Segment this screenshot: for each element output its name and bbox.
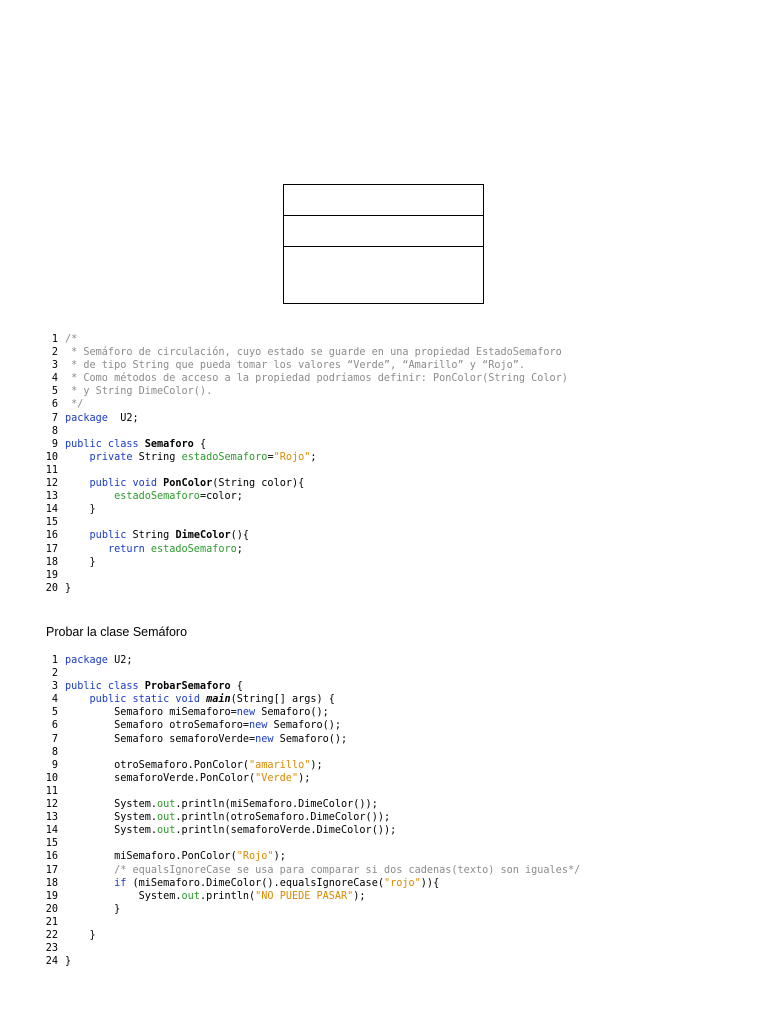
code-text	[65, 890, 366, 903]
code-token: );	[298, 772, 311, 784]
line-number: 4	[51, 694, 58, 706]
code-line	[0, 693, 768, 706]
line-number: 17	[45, 864, 58, 876]
code-line	[0, 346, 768, 359]
code-line	[0, 864, 768, 877]
uml-attributes-section	[284, 215, 483, 247]
line-number: 15	[45, 517, 58, 529]
code-token: ProbarSemaforo	[144, 681, 231, 693]
section-heading: Probar la clase Semáforo	[46, 625, 188, 639]
code-text	[65, 798, 378, 811]
code-text	[65, 529, 249, 542]
line-number: 10	[45, 772, 58, 784]
code-line	[0, 877, 768, 890]
code-token: =color;	[199, 491, 243, 503]
code-token: "rojo"	[383, 877, 421, 889]
code-text	[65, 772, 310, 785]
line-number: 2	[51, 668, 58, 680]
code-line	[0, 333, 768, 346]
line-number: 9	[51, 438, 58, 450]
code-token: (String color){	[212, 478, 305, 490]
code-text	[65, 398, 83, 411]
code-token: .println(	[199, 890, 256, 902]
uml-class-name-section	[284, 185, 483, 216]
code-token: "Rojo"	[236, 851, 274, 863]
code-text	[65, 438, 206, 451]
code-line	[0, 425, 768, 438]
code-line	[0, 438, 768, 451]
code-token: out	[157, 812, 176, 824]
code-token: (miSemaforo.DimeColor().equalsIgnoreCase(	[126, 877, 384, 889]
line-number: 8	[51, 425, 58, 437]
code-text	[65, 582, 71, 595]
code-token: }	[65, 556, 96, 568]
line-number: 11	[45, 464, 58, 476]
code-block-semaforo	[0, 333, 768, 595]
code-token: }	[65, 582, 72, 594]
line-number: 13	[45, 491, 58, 503]
code-line	[0, 733, 768, 746]
code-token: ))	[420, 877, 434, 889]
line-number: 1	[51, 334, 58, 345]
code-line	[0, 490, 768, 503]
code-line	[0, 451, 768, 464]
code-token: );	[310, 759, 323, 771]
line-number: 12	[45, 799, 58, 811]
line-number: 22	[45, 929, 58, 941]
code-token: System.	[65, 799, 158, 811]
code-token: /* equalsIgnoreCase se usa para comparar si dos cadenas(texto) son iguales*/	[114, 864, 581, 876]
code-text	[65, 733, 347, 746]
code-text	[65, 477, 304, 490]
code-token: new	[236, 707, 256, 719]
code-token	[65, 452, 90, 463]
code-token: ;	[310, 451, 317, 463]
code-text	[65, 346, 562, 359]
code-text	[65, 543, 243, 556]
code-token: * Como métodos de acceso a la propiedad podríamos definir: PonColor(String Color)	[65, 373, 568, 385]
code-line	[0, 719, 768, 732]
code-text	[65, 359, 525, 372]
code-token: }	[65, 903, 121, 915]
code-token: ;	[236, 543, 243, 555]
line-number: 11	[45, 785, 58, 797]
line-number: 21	[45, 916, 58, 928]
code-token: "Verde"	[255, 772, 299, 784]
code-line	[0, 811, 768, 824]
code-text	[65, 333, 77, 346]
code-token: {	[193, 438, 207, 450]
code-token	[65, 865, 114, 876]
line-number: 13	[45, 812, 58, 824]
code-line	[0, 798, 768, 811]
line-number: 8	[51, 746, 58, 758]
line-number: 18	[45, 877, 58, 889]
code-text	[65, 759, 323, 772]
line-number: 7	[51, 412, 58, 424]
code-text	[65, 412, 139, 425]
code-token: public static void	[89, 694, 207, 706]
code-token	[65, 478, 90, 489]
line-number: 18	[45, 556, 58, 568]
code-block-probar-semaforo	[0, 654, 768, 968]
code-token: String	[126, 530, 176, 542]
line-number: 14	[45, 504, 58, 516]
code-token: estadoSemaforo	[150, 543, 237, 555]
code-line	[0, 516, 768, 529]
code-line	[0, 529, 768, 542]
code-line	[0, 903, 768, 916]
code-line	[0, 680, 768, 693]
line-number: 16	[45, 851, 58, 863]
code-token: miSemaforo.PonColor(	[65, 851, 237, 863]
code-token: public	[89, 530, 127, 542]
code-token: * y String DimeColor().	[65, 386, 213, 398]
line-number: 12	[45, 478, 58, 490]
code-line	[0, 359, 768, 372]
line-number: 19	[45, 569, 58, 581]
line-number: 24	[45, 956, 58, 968]
code-line	[0, 654, 768, 667]
code-token: estadoSemaforo	[114, 491, 200, 503]
code-line	[0, 398, 768, 411]
line-number: 4	[51, 373, 58, 385]
code-token: package	[65, 655, 108, 666]
code-token: }	[65, 956, 72, 968]
code-line	[0, 916, 768, 929]
code-line	[0, 372, 768, 385]
code-line	[0, 890, 768, 903]
code-token: * Semáforo de circulación, cuyo estado se guarde en una propiedad EstadoSemaforo	[65, 347, 562, 359]
line-number: 20	[45, 582, 58, 594]
code-text	[65, 680, 243, 693]
code-token: System.	[65, 812, 158, 824]
code-token: * de tipo String que pueda tomar los valores “Verde”, “Amarillo” y “Rojo”.	[65, 360, 526, 372]
line-number: 14	[45, 825, 58, 837]
code-token: "NO PUEDE PASAR"	[255, 890, 354, 902]
code-token: );	[353, 890, 366, 902]
code-line	[0, 824, 768, 837]
line-number: 19	[45, 890, 58, 902]
code-token: main	[206, 694, 231, 706]
code-token: .println(otroSemaforo.DimeColor());	[175, 812, 391, 824]
code-token	[65, 530, 90, 541]
code-token: Semaforo();	[273, 733, 348, 745]
code-line	[0, 942, 768, 955]
line-number: 10	[45, 451, 58, 463]
code-token: out	[157, 799, 176, 811]
code-text	[65, 850, 286, 863]
code-line	[0, 929, 768, 942]
code-text	[65, 903, 120, 916]
code-line	[0, 412, 768, 425]
code-token: String	[132, 451, 182, 463]
code-token: Semaforo();	[267, 720, 342, 732]
line-number: 5	[51, 386, 58, 398]
code-line	[0, 582, 768, 595]
line-number: 15	[45, 838, 58, 850]
code-line	[0, 503, 768, 516]
code-line	[0, 385, 768, 398]
code-line	[0, 850, 768, 863]
code-text	[65, 693, 335, 706]
code-token	[65, 491, 114, 502]
code-token: {	[230, 681, 243, 693]
code-token: DimeColor	[175, 530, 231, 542]
line-number: 20	[45, 903, 58, 915]
code-text	[65, 811, 390, 824]
code-token: PonColor	[163, 478, 213, 490]
line-number: 7	[51, 733, 58, 745]
code-token: "Rojo"	[273, 451, 311, 463]
line-number: 1	[51, 655, 58, 666]
code-token: semaforoVerde.PonColor(	[65, 772, 256, 784]
code-text	[65, 556, 96, 569]
code-line	[0, 569, 768, 582]
code-token: }	[65, 504, 96, 516]
code-token	[65, 878, 114, 889]
code-text	[65, 929, 96, 942]
code-token: (String[] args) {	[230, 694, 335, 706]
line-number: 3	[51, 360, 58, 372]
line-number: 3	[51, 681, 58, 693]
code-line	[0, 746, 768, 759]
code-token: U2;	[107, 655, 133, 666]
code-token: {	[433, 877, 440, 889]
code-text	[65, 706, 329, 719]
line-number: 6	[51, 720, 58, 732]
code-line	[0, 556, 768, 569]
code-token: new	[255, 733, 274, 745]
code-token: Semaforo miSemaforo=	[65, 707, 237, 719]
code-line	[0, 706, 768, 719]
code-text	[65, 955, 71, 968]
code-token	[65, 694, 90, 705]
code-token: new	[249, 720, 268, 732]
code-token: =	[267, 451, 274, 463]
code-line	[0, 837, 768, 850]
line-number: 2	[51, 347, 58, 359]
code-token: */	[65, 399, 84, 411]
code-line	[0, 785, 768, 798]
code-token: public class	[65, 681, 145, 693]
code-line	[0, 759, 768, 772]
code-text	[65, 490, 243, 503]
code-token: Semaforo	[144, 438, 194, 450]
code-token: otroSemaforo.PonColor(	[65, 759, 250, 771]
code-token	[65, 544, 108, 555]
code-text	[65, 719, 341, 732]
code-text	[65, 385, 212, 398]
line-number: 23	[45, 943, 58, 955]
line-number: 5	[51, 707, 58, 719]
code-token: }	[65, 929, 96, 941]
code-line	[0, 772, 768, 785]
code-token: "amarillo"	[249, 759, 311, 771]
code-token: System.	[65, 825, 158, 837]
code-token: );	[273, 851, 286, 863]
code-token: .println(semaforoVerde.DimeColor());	[175, 825, 397, 837]
code-text	[65, 864, 580, 877]
code-token: U2;	[107, 412, 139, 424]
code-token: (){	[230, 530, 250, 542]
code-token: public void	[89, 478, 164, 490]
code-token: .println(miSemaforo.DimeColor());	[175, 799, 378, 811]
uml-methods-section	[284, 246, 483, 303]
code-token: Semaforo semaforoVerde=	[65, 733, 256, 745]
code-text	[65, 654, 132, 667]
code-text	[65, 451, 317, 464]
code-token: public class	[65, 438, 145, 450]
code-token: Semaforo otroSemaforo=	[65, 720, 250, 732]
code-line	[0, 464, 768, 477]
code-text	[65, 824, 396, 837]
code-token: return	[107, 543, 151, 555]
code-line	[0, 667, 768, 680]
line-number: 16	[45, 530, 58, 542]
code-token: Semaforo();	[255, 707, 329, 719]
code-token: /*	[65, 334, 78, 345]
code-line	[0, 477, 768, 490]
line-number: 9	[51, 759, 58, 771]
code-token: estadoSemaforo	[181, 451, 268, 463]
code-text	[65, 503, 96, 516]
uml-class-diagram	[283, 184, 484, 304]
code-line	[0, 543, 768, 556]
line-number: 17	[45, 543, 58, 555]
code-token: private	[89, 451, 133, 463]
line-number: 6	[51, 399, 58, 411]
code-token: package	[65, 412, 108, 424]
code-token: out	[157, 825, 176, 837]
code-text	[65, 372, 568, 385]
code-token: if	[114, 877, 127, 889]
code-token: out	[181, 890, 200, 902]
code-line	[0, 955, 768, 968]
code-text	[65, 877, 439, 890]
code-token: System.	[65, 890, 182, 902]
